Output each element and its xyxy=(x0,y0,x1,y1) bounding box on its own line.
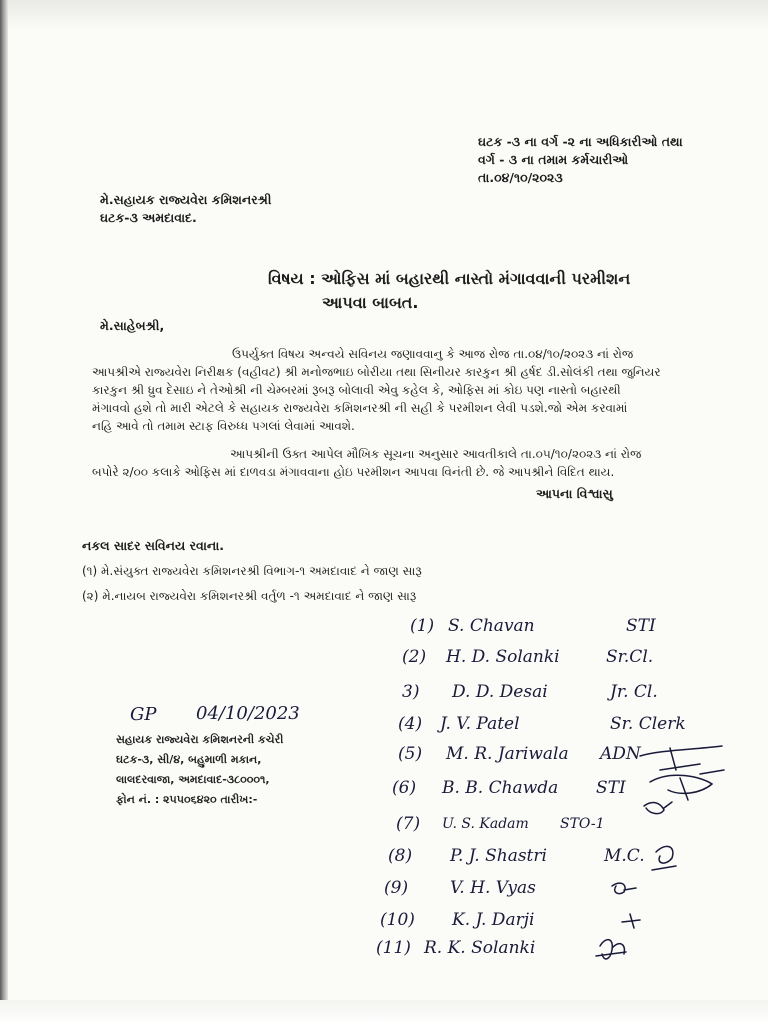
para1-line1: ઉપર્યુક્ત વિષય અન્વયે સવિનય જણાવવાનુ કે આજ રોજ તા.૦૪/૧૦/૨૦૨૩ નાં રોજ xyxy=(232,347,634,361)
signature-mark xyxy=(650,770,724,800)
signatory-number: (10) xyxy=(380,910,415,930)
recipient-group-line1: ઘટક -૩ ના વર્ગ -૨ ના અધિકારીઓ તથા xyxy=(478,134,683,149)
signatory-number: 3) xyxy=(402,682,420,702)
stamp-handwritten-date: 04/10/2023 xyxy=(196,703,300,724)
signatory-designation: STI xyxy=(596,778,626,798)
para1-line3: કારકુન શ્રી ધ્રુવ દેસાઇ ને તેઓશ્રી ની ચેમ્બરમાં રૂબરૂ બોલાવી એવુ કહેલ કે, ઓફિસ માં કોઇ પણ નાસ્તો બહારથી xyxy=(92,383,621,397)
signatory-number: (8) xyxy=(388,846,413,866)
salutation: મે.સાહેબશ્રી, xyxy=(100,318,165,333)
signatory-name: B. B. Chawda xyxy=(442,778,559,798)
signatory-name: K. J. Darji xyxy=(452,910,535,930)
addressee-line1: મે.સહાયક રાજ્યવેરા કમિશનરશ્રી xyxy=(100,192,272,207)
para2-line2: બપોરે ૨/૦૦ કલાકે ઓફિસ માં દાળવડા મંગાવવાના હોઇ પરમીશન આપવા વિનંતી છે. જે આપશ્રીને વિદિત થાય. xyxy=(92,465,615,479)
para1-line4: મંગાવવો હશે તો મારી એટલે કે સહાયક રાજ્યવેરા કમિશનરશ્રી ની સહી કે પરમીશન લેવી પડશે.જો એમ કરવામાં xyxy=(92,401,628,415)
signatory-name: V. H. Vyas xyxy=(450,878,536,898)
signatory-name: S. Chavan xyxy=(448,616,535,636)
signatory-number: (6) xyxy=(392,778,417,798)
stamp-initials: GP xyxy=(130,704,157,725)
stamp-line2: ઘટક-૩, સી/૪, બહુમાળી મકાન, xyxy=(116,753,262,766)
signature-mark xyxy=(644,802,672,814)
subject-line2: આપવા બાબત. xyxy=(322,293,419,312)
signatory-designation: STO-1 xyxy=(560,816,605,832)
signatory-designation: M.C. xyxy=(604,846,645,866)
letter-date: તા.૦૪/૧૦/૨૦૨૩ xyxy=(478,170,563,185)
signatory-number: (4) xyxy=(398,714,423,734)
signature-mark xyxy=(596,940,626,959)
signature-mark xyxy=(622,914,640,928)
copy-note-heading: નકલ સાદર સવિનય રવાના. xyxy=(82,538,225,553)
para1-line5: નહિ આવે તો તમામ સ્ટાફ વિરુધ્ધ પગલાં લેવામાં આવશે. xyxy=(92,419,355,433)
signatory-name: P. J. Shastri xyxy=(450,846,547,866)
signatory-designation: Jr. Cl. xyxy=(610,682,658,702)
signatory-number: (5) xyxy=(398,744,423,764)
stamp-line3: લાલદરવાજા, અમદાવાદ-૩૮૦૦૦૧, xyxy=(116,773,270,786)
signature-mark xyxy=(640,746,722,756)
subject-line1: વિષય : ઓફિસ માં બહારથી નાસ્તો મંગાવવાની પરમીશન xyxy=(268,269,631,288)
signatory-name: H. D. Solanki xyxy=(446,647,560,667)
closing: આપના વિશ્વાસુ xyxy=(536,486,613,501)
signatory-number: (7) xyxy=(396,814,421,834)
signatory-number: (9) xyxy=(384,878,409,898)
signatory-designation: STI xyxy=(626,616,656,636)
stamp-line1: સહાયક રાજ્યવેરા કમિશનરની કચેરી xyxy=(116,733,284,746)
signatory-name: J. V. Patel xyxy=(440,714,520,734)
copy-note-item1: (૧) મે.સંયુક્ત રાજ્યવેરા કમિશનરશ્રી વિભાગ-૧ અમદાવાદ ને જાણ સારૂ xyxy=(82,564,422,578)
copy-note-item2: (૨) મે.નાયબ રાજ્યવેરા કમિશનરશ્રી વર્તુળ -૧ અમદાવાદ ને જાણ સારૂ xyxy=(82,589,417,603)
signatory-name: U. S. Kadam xyxy=(442,816,529,832)
signatory-name: R. K. Solanki xyxy=(424,938,536,958)
signature-mark xyxy=(652,846,676,870)
addressee-line2: ઘટક-૩ અમદાવાદ. xyxy=(100,210,197,225)
stamp-line4: ફોન નં. : ૨૫૫૦૬૪૨૦ તારીખ:- xyxy=(116,793,258,806)
signatory-number: (1) xyxy=(410,616,435,636)
signatory-designation: ADN xyxy=(600,744,641,764)
signatory-number: (11) xyxy=(376,938,411,958)
signatory-name: M. R. Jariwala xyxy=(446,744,569,764)
para2-line1: આપશ્રીની ઉક્ત આપેલ મૌખિક સૂચના અનુસાર આવતીકાલે તા.૦૫/૧૦/૨૦૨૩ નાં રોજ xyxy=(230,447,642,461)
recipient-group-line2: વર્ગ - ૩ ના તમામ કર્મચારીઓ xyxy=(478,152,629,167)
signatory-designation: Sr.Cl. xyxy=(606,647,654,667)
signatory-designation: Sr. Clerk xyxy=(610,714,686,734)
para1-line2: આપશ્રીએ રાજ્યવેરા નિરીક્ષક (વહીવટ) શ્રી મનોજભાઇ બોરીયા તથા સિનીયર કારકુન શ્રી હર્ષદ ડી.સોલંકી તથા જુનિયર xyxy=(92,365,661,379)
signatory-number: (2) xyxy=(402,647,427,667)
signatory-name: D. D. Desai xyxy=(452,682,548,702)
signature-mark xyxy=(612,883,636,893)
